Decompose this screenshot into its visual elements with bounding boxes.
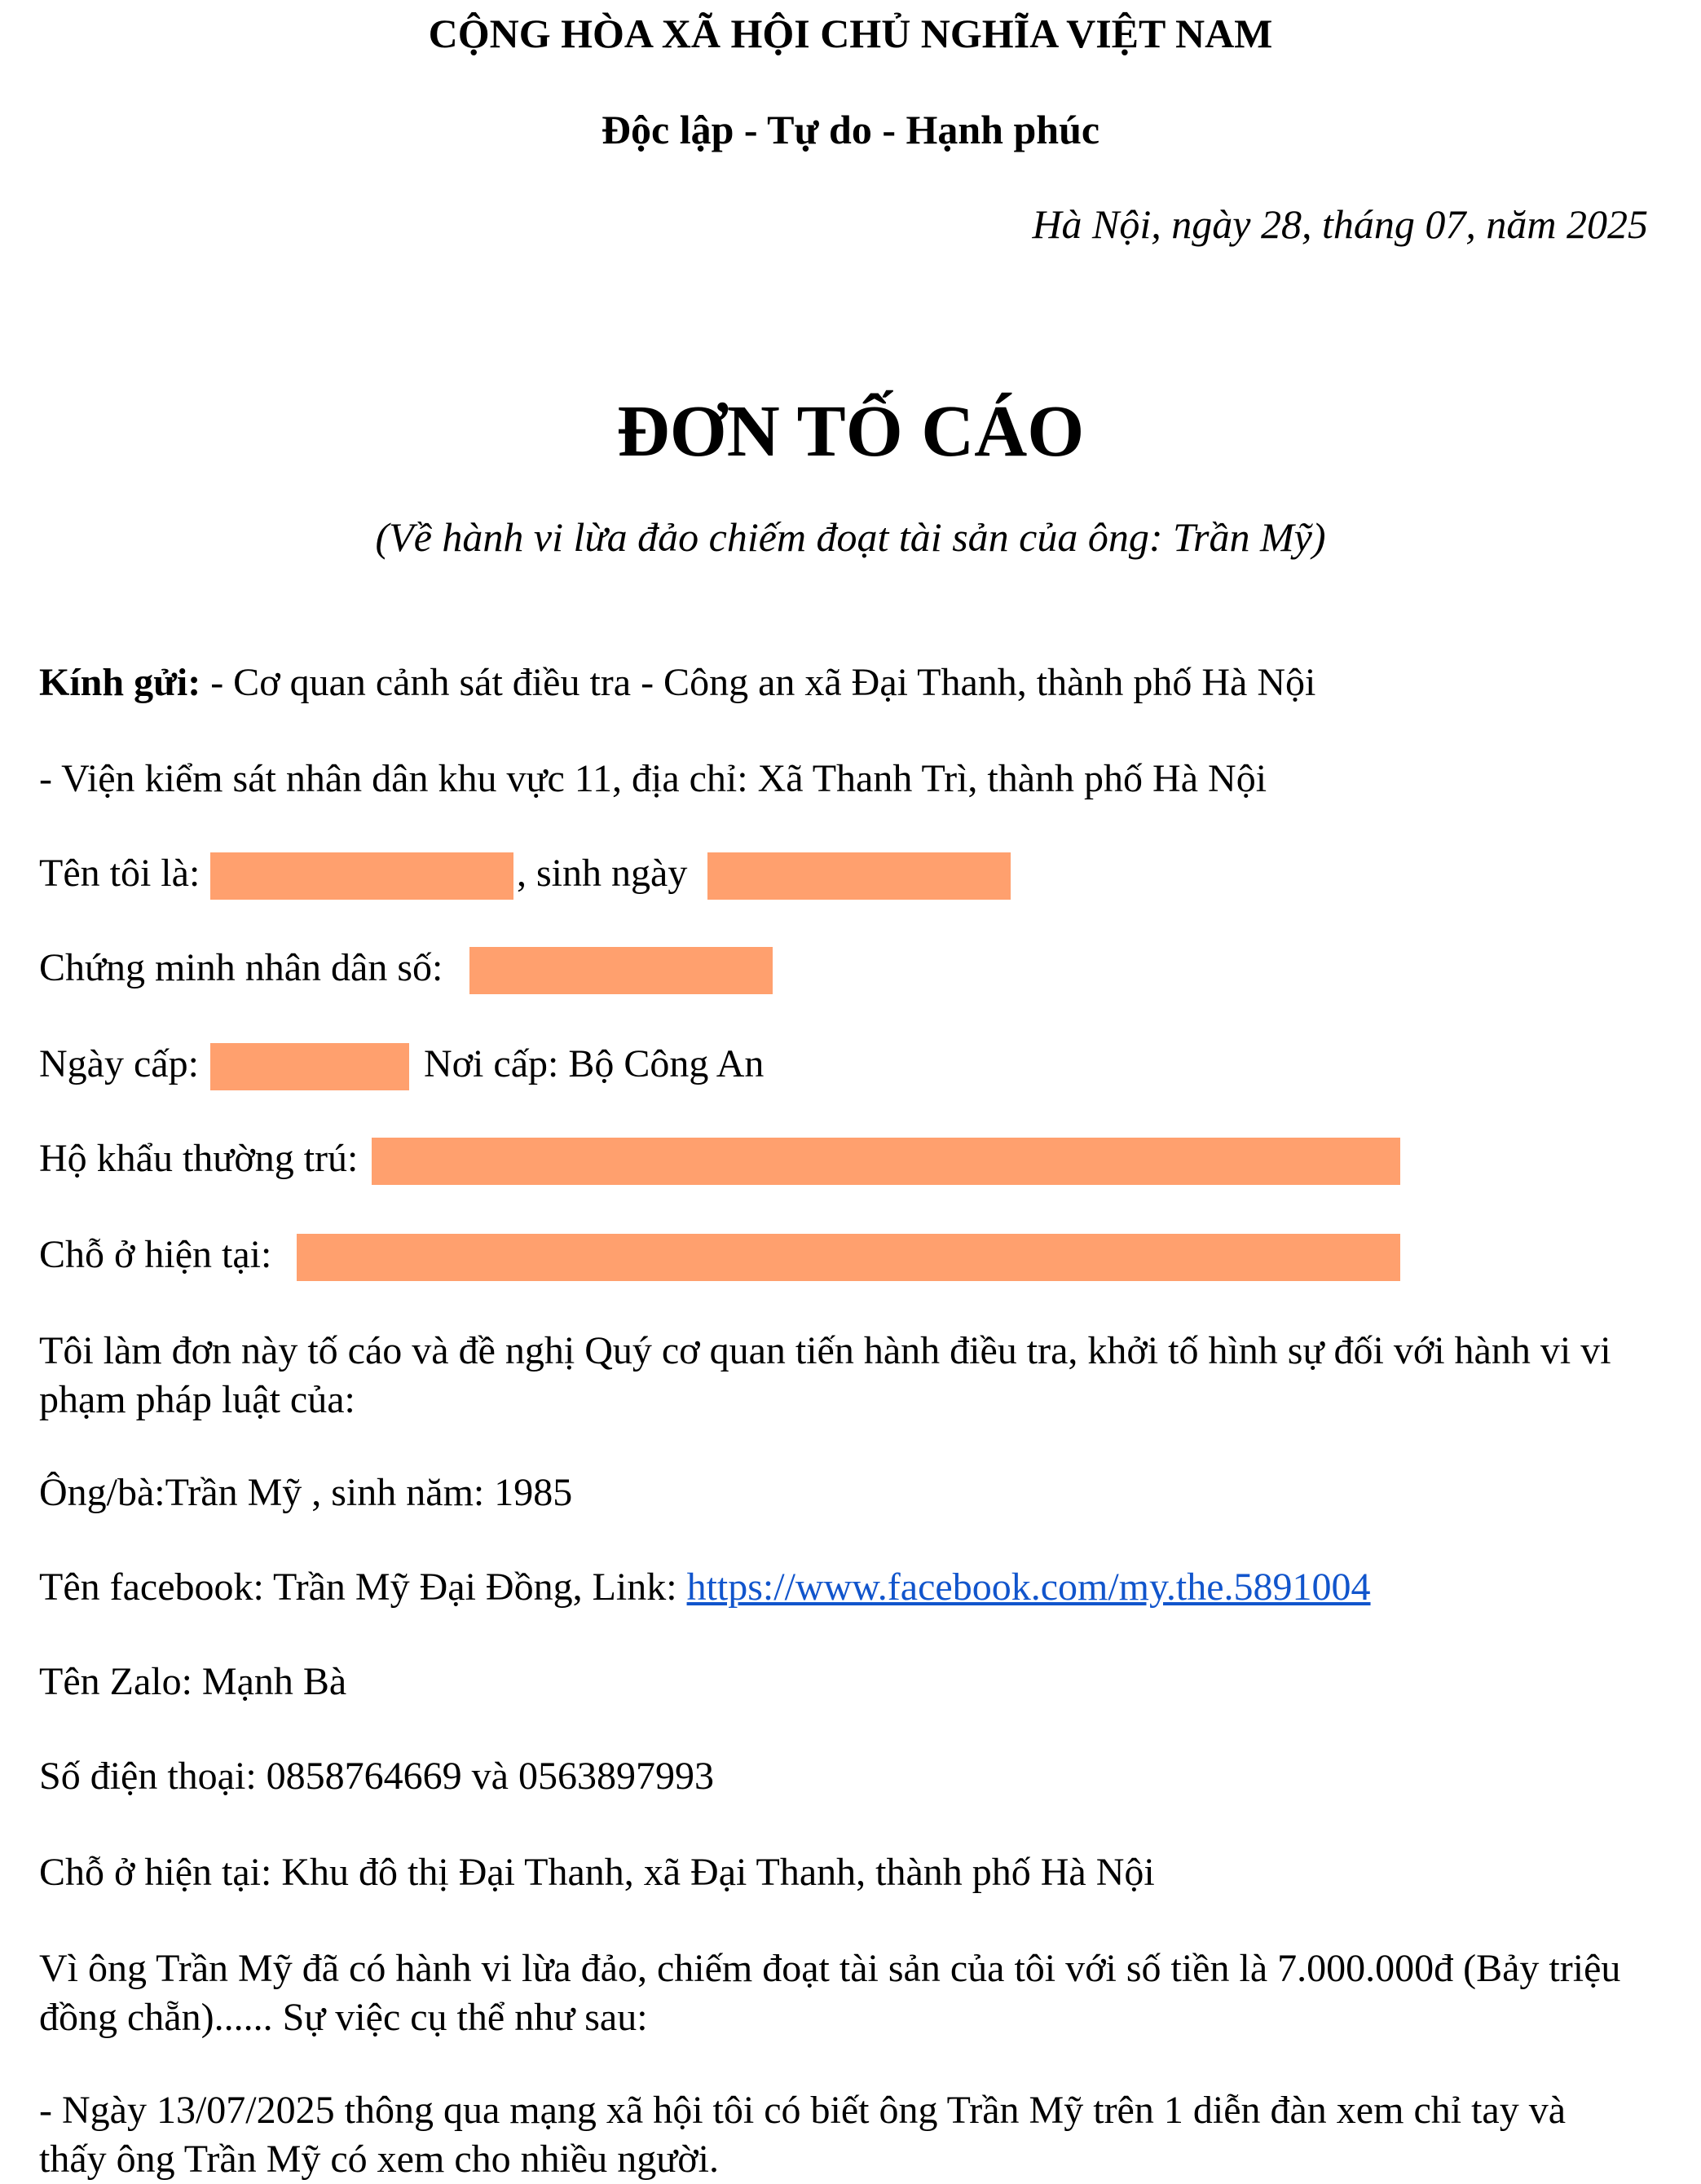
facebook-line [39, 1565, 1371, 1609]
nation-heading: CỘNG HÒA XÃ HỘI CHỦ NGHĨA VIỆT NAM [428, 11, 1273, 56]
recipient-line-2: - Viện kiểm sát nhân dân khu vực 11, địa chỉ: Xã Thanh Trì, thành phố Hà Nội [39, 757, 1267, 800]
redacted-id-number [469, 947, 773, 994]
issue-date-label: Ngày cấp: [39, 1042, 199, 1085]
request-paragraph: Tôi làm đơn này tố cáo và đề nghị Quý cơ quan tiến hành điều tra, khởi tố hình sự đối với hành vi vi phạm pháp luật của: [39, 1329, 1611, 1421]
accused-address: Chỗ ở hiện tại: Khu đô thị Đại Thanh, xã Đại Thanh, thành phố Hà Nội [39, 1851, 1155, 1894]
accused-person: Ông/bà:Trần Mỹ , sinh năm: 1985 [39, 1471, 573, 1514]
zalo-line: Tên Zalo: Mạnh Bà [39, 1660, 347, 1703]
reason-paragraph: Vì ông Trần Mỹ đã có hành vi lừa đảo, chiếm đoạt tài sản của tôi với số tiền là 7.000.000đ (Bảy triệu đồng chẵn)...... Sự việc cụ thể như sau: [39, 1947, 1621, 2039]
document-title: ĐƠN TỐ CÁO [616, 391, 1085, 472]
document-subtitle: (Về hành vi lừa đảo chiếm đoạt tài sản của ông: Trần Mỹ) [375, 514, 1326, 560]
fact-item: - Ngày 13/07/2025 thông qua mạng xã hội tôi có biết ông Trần Mỹ trên 1 diễn đàn xem chỉ tay và thấy ông Trần Mỹ có xem cho nhiều người. [39, 2089, 1567, 2181]
redacted-current-address [297, 1234, 1400, 1281]
name-label: Tên tôi là: [39, 852, 201, 895]
redacted-name [210, 852, 513, 900]
recipient-first: - Cơ quan cảnh sát điều tra - Công an xã Đại Thanh, thành phố Hà Nội [201, 661, 1316, 704]
motto-heading: Độc lập - Tự do - Hạnh phúc [601, 107, 1100, 152]
dob-label: , sinh ngày [517, 852, 688, 895]
current-address-label: Chỗ ở hiện tại: [39, 1233, 272, 1276]
recipient-line-1 [39, 660, 1315, 705]
facebook-link[interactable]: https://www.facebook.com/my.the.5891004 [686, 1565, 1371, 1609]
redacted-dob [707, 852, 1011, 900]
recipient-label: Kính gửi: [39, 661, 201, 704]
id-label: Chứng minh nhân dân số: [39, 946, 443, 989]
redacted-permanent-address [372, 1138, 1400, 1185]
phone-line: Số điện thoại: 0858764669 và 0563897993 [39, 1755, 714, 1798]
issue-place: Nơi cấp: Bộ Công An [424, 1042, 765, 1085]
facebook-label: Tên facebook: Trần Mỹ Đại Đồng, Link: [39, 1565, 687, 1609]
dateline: Hà Nội, ngày 28, tháng 07, năm 2025 [1032, 201, 1648, 247]
permanent-address-label: Hộ khẩu thường trú: [39, 1137, 359, 1180]
redacted-issue-date [210, 1043, 409, 1090]
